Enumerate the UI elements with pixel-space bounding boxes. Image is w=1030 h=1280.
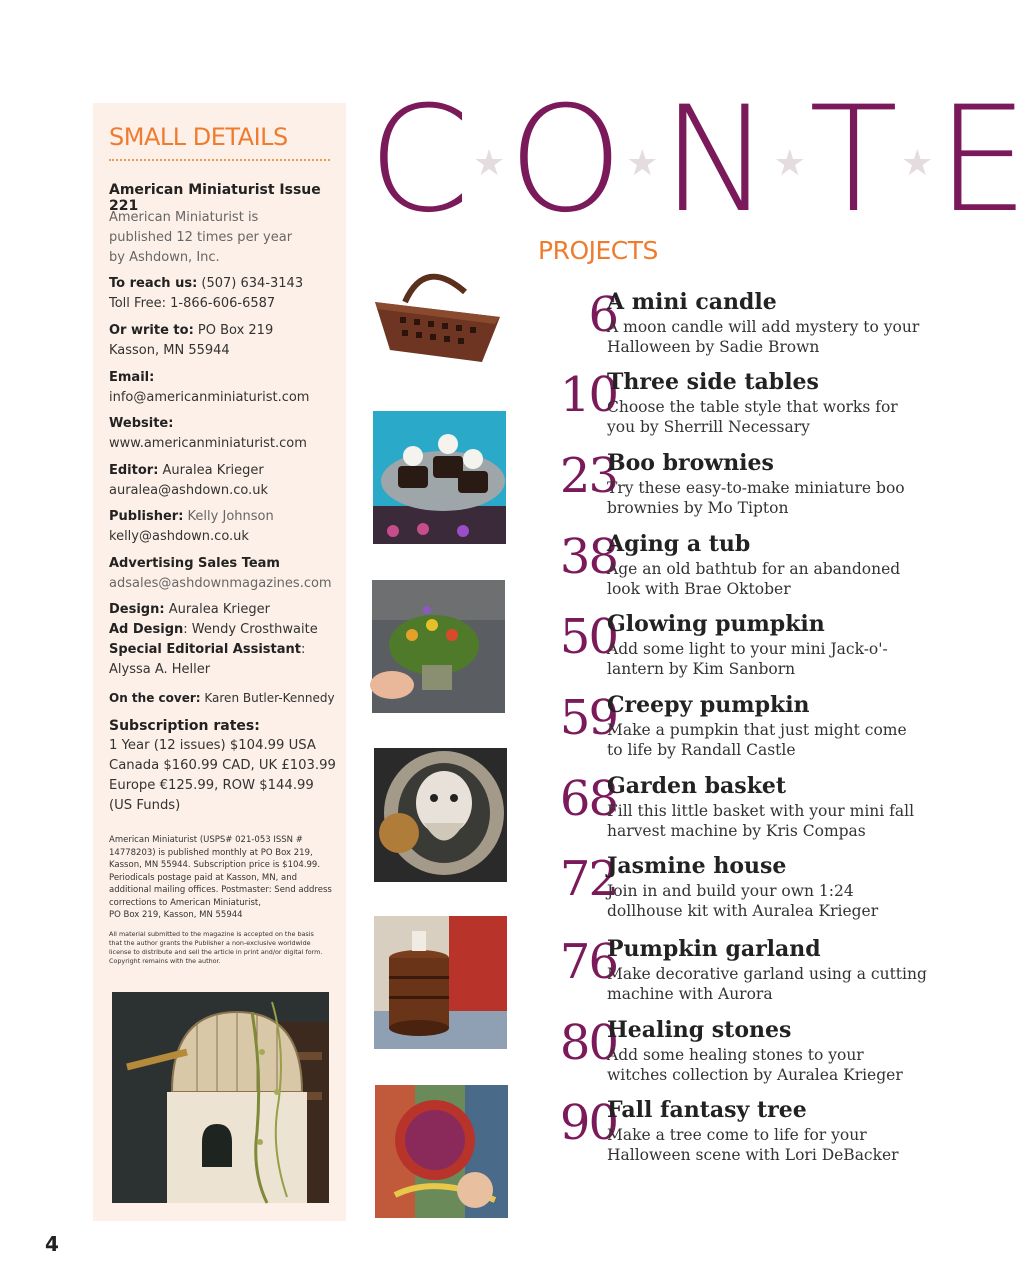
editor-name: Auralea Krieger xyxy=(158,463,264,478)
entry-page-number: 6 xyxy=(588,287,617,343)
subs-label: Subscription rates: xyxy=(109,718,260,734)
entry-page-number: 10 xyxy=(559,367,617,423)
contents-entry[interactable] xyxy=(530,773,960,853)
legal-line: license to distribute and sell the article in print and/or digital form. xyxy=(109,948,323,956)
subs-line: (US Funds) xyxy=(109,798,181,813)
publication-frequency xyxy=(109,208,345,268)
section-label: PROJECTS xyxy=(538,236,658,265)
legal-line: All material submitted to the magazine is accepted on the basis xyxy=(109,930,314,938)
website-label: Website: xyxy=(109,416,174,431)
subscription-rates xyxy=(109,716,345,816)
legal-line: Copyright remains with the author. xyxy=(109,957,221,965)
assistant-name: Alyssa A. Heller xyxy=(109,662,211,677)
subs-line: 1 Year (12 issues) $104.99 USA xyxy=(109,738,316,753)
entry-description: A moon candle will add mystery to your Halloween by Sadie Brown xyxy=(607,318,920,356)
postal-line: 14778203) is published monthly at PO Box 219, xyxy=(109,847,313,858)
contents-heading xyxy=(368,75,1030,250)
subs-line: Canada $160.99 CAD, UK £103.99 xyxy=(109,758,336,773)
creepy-portrait-photo xyxy=(374,748,507,882)
editor-label: Editor: xyxy=(109,463,159,478)
star-icon: ★ xyxy=(901,143,935,184)
entry-description: Make a pumpkin that just might come to life by Randall Castle xyxy=(607,721,907,759)
editor-credit xyxy=(109,461,345,501)
flower-pot-photo xyxy=(372,580,505,713)
website-link[interactable]: www.americanminiaturist.com xyxy=(109,436,307,451)
postal-line: corrections to American Miniaturist, xyxy=(109,897,261,908)
contact-address xyxy=(109,321,345,361)
entry-title: Three side tables xyxy=(607,369,819,395)
entry-page-number: 76 xyxy=(559,934,617,990)
email-link[interactable]: info@americanminiaturist.com xyxy=(109,390,310,405)
contents-entry[interactable] xyxy=(530,692,960,772)
contact-website xyxy=(109,414,345,454)
email-label: Email: xyxy=(109,370,155,385)
contact-email xyxy=(109,368,345,408)
entry-description: Age an old bathtub for an abandoned look with Brae Oktober xyxy=(607,560,901,598)
cover-name: Karen Butler-Kennedy xyxy=(200,691,335,705)
entry-description: Add some healing stones to your witches collection by Auralea Krieger xyxy=(607,1046,903,1084)
reach-phone: (507) 634-3143 xyxy=(197,276,304,291)
fantasy-tree-photo xyxy=(375,1085,508,1218)
postal-line: American Miniaturist (USPS# 021-053 ISSN # xyxy=(109,835,303,845)
editor-email[interactable]: auralea@ashdown.co.uk xyxy=(109,483,269,498)
heading-letter: N xyxy=(661,75,772,245)
published-line: by Ashdown, Inc. xyxy=(109,250,220,265)
entry-page-number: 90 xyxy=(559,1095,617,1151)
contents-entry[interactable] xyxy=(530,611,960,691)
page-number: 4 xyxy=(45,1232,59,1256)
contents-entry[interactable] xyxy=(530,450,960,530)
entry-description: Fill this little basket with your mini fall harvest machine by Kris Compas xyxy=(607,802,915,840)
star-icon: ★ xyxy=(626,143,660,184)
entry-title: Jasmine house xyxy=(607,853,787,879)
design-name: Auralea Krieger xyxy=(164,602,270,617)
star-icon: ★ xyxy=(472,143,507,184)
contents-entry[interactable] xyxy=(530,1097,960,1177)
entry-page-number: 80 xyxy=(559,1015,617,1071)
reach-label: To reach us: xyxy=(109,276,198,291)
entry-page-number: 50 xyxy=(559,609,617,665)
entry-title: Pumpkin garland xyxy=(607,936,821,962)
assistant-label: Special Editorial Assistant xyxy=(109,642,301,657)
cover-credit xyxy=(109,688,345,708)
ad-sales xyxy=(109,554,345,594)
write-value: PO Box 219 xyxy=(193,323,274,338)
ad-sales-email[interactable]: adsales@ashdownmagazines.com xyxy=(109,576,332,591)
dotted-divider xyxy=(109,159,330,161)
side-table-photo xyxy=(374,916,507,1049)
design-label: Design: xyxy=(109,602,165,617)
entry-page-number: 38 xyxy=(559,529,617,585)
entry-title: Healing stones xyxy=(607,1017,792,1043)
entry-title: Garden basket xyxy=(607,773,787,799)
ad-design-label: Ad Design xyxy=(109,622,184,637)
issue-label: American Miniaturist Issue 221 xyxy=(109,182,321,214)
toll-free: Toll Free: 1-866-606-6587 xyxy=(109,296,276,311)
entry-title: Creepy pumpkin xyxy=(607,692,810,718)
boo-brownies-photo xyxy=(373,411,506,544)
entry-title: Glowing pumpkin xyxy=(607,611,825,637)
postal-line: additional mailing offices. Postmaster: Send address xyxy=(109,885,332,895)
legal-line: that the author grants the Publisher a non-exclusive worldwide xyxy=(109,939,311,947)
design-credits xyxy=(109,600,345,680)
contact-phone xyxy=(109,274,345,314)
contents-entry[interactable] xyxy=(530,853,960,933)
entry-description: Make decorative garland using a cutting machine with Aurora xyxy=(607,965,927,1003)
published-line: published 12 times per year xyxy=(109,230,293,245)
sidebar-title: SMALL DETAILS xyxy=(109,123,288,151)
postal-statement xyxy=(109,834,341,922)
entry-description: Make a tree come to life for your Halloween scene with Lori DeBacker xyxy=(607,1126,899,1164)
postal-line: Periodicals postage paid at Kasson, MN, and xyxy=(109,872,298,883)
entry-description: Choose the table style that works for you by Sherrill Necessary xyxy=(607,398,898,436)
heading-letter: C xyxy=(368,75,471,245)
write-label: Or write to: xyxy=(109,323,194,338)
contents-entry[interactable] xyxy=(530,289,960,369)
publisher-name: Kelly Johnson xyxy=(183,509,274,524)
publisher-label: Publisher: xyxy=(109,509,184,524)
entry-page-number: 68 xyxy=(559,771,617,827)
write-city: Kasson, MN 55944 xyxy=(109,343,230,358)
entry-page-number: 23 xyxy=(559,448,617,504)
basket-photo xyxy=(370,262,505,366)
entry-title: Boo brownies xyxy=(607,450,774,476)
entry-description: Try these easy-to-make miniature boo brownies by Mo Tipton xyxy=(607,479,905,517)
entry-title: Aging a tub xyxy=(607,531,751,557)
entry-page-number: 72 xyxy=(559,851,617,907)
publisher-email[interactable]: kelly@ashdown.co.uk xyxy=(109,529,249,544)
postal-line: Kasson, MN 55944. Subscription price is $104.99. xyxy=(109,860,321,870)
heading-letter: O xyxy=(508,75,625,245)
star-icon: ★ xyxy=(773,143,807,184)
heading-letter: E xyxy=(936,75,1030,245)
contents-entry[interactable] xyxy=(530,1017,960,1097)
ad-design-name: : Wendy Crosthwaite xyxy=(183,622,318,637)
published-line: American Miniaturist is xyxy=(109,210,259,225)
entry-title: A mini candle xyxy=(607,289,777,315)
ad-sales-label: Advertising Sales Team xyxy=(109,556,280,571)
entry-page-number: 59 xyxy=(559,690,617,746)
subs-line: Europe €125.99, ROW $144.99 xyxy=(109,778,314,793)
contents-entry[interactable] xyxy=(530,531,960,611)
heading-letter: T xyxy=(808,75,900,245)
postal-line: PO Box 219, Kasson, MN 55944 xyxy=(109,910,243,920)
entry-description: Add some light to your mini Jack-o'-lantern by Kim Sanborn xyxy=(607,640,888,678)
legal-notice xyxy=(109,930,341,966)
assistant-colon: : xyxy=(301,642,306,657)
contents-entry[interactable] xyxy=(530,936,960,1016)
cover-label: On the cover: xyxy=(109,691,201,705)
observatory-photo xyxy=(112,992,329,1203)
entry-description: Join in and build your own 1:24 dollhouse kit with Auralea Krieger xyxy=(607,882,879,920)
publisher-credit xyxy=(109,507,345,547)
entry-title: Fall fantasy tree xyxy=(607,1097,807,1123)
contents-entry[interactable] xyxy=(530,369,960,449)
